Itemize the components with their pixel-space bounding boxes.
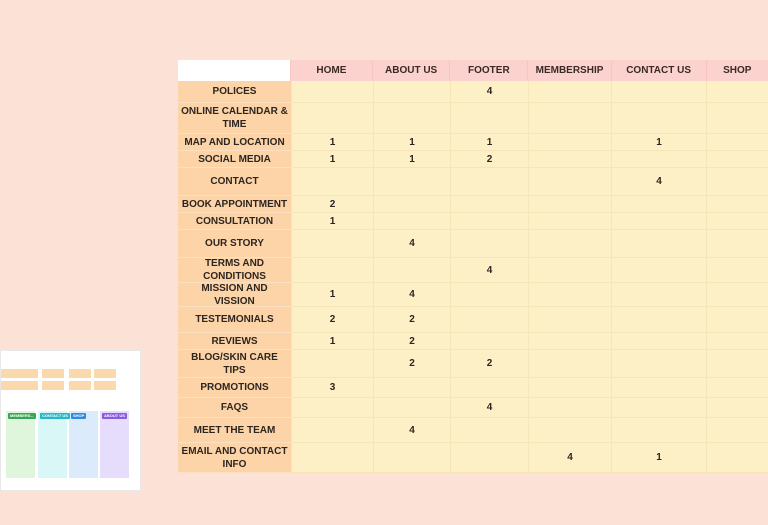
value-cell[interactable]: 2 xyxy=(373,350,450,378)
thumbnail-sticky-note xyxy=(16,381,38,390)
value-cell[interactable] xyxy=(291,81,373,103)
value-cell[interactable] xyxy=(706,283,768,307)
column-header-membership: MEMBERSHIP xyxy=(527,60,610,81)
value-cell[interactable]: 1 xyxy=(291,283,373,307)
thumbnail-lane-tag: MEMBERS... xyxy=(10,413,34,418)
value-cell[interactable] xyxy=(450,307,528,333)
value-cell[interactable]: 2 xyxy=(373,307,450,333)
header-row xyxy=(178,60,768,81)
value-cell[interactable] xyxy=(291,418,373,443)
table-row xyxy=(178,333,768,350)
value-cell[interactable] xyxy=(706,134,768,151)
value-cell[interactable] xyxy=(373,443,450,473)
thumbnail-sticky-note xyxy=(0,381,16,390)
row-label-cell: CONTACT xyxy=(178,168,291,196)
value-cell[interactable] xyxy=(450,196,528,213)
value-cell[interactable] xyxy=(291,350,373,378)
value-cell[interactable] xyxy=(528,103,611,134)
column-header-contact-us: CONTACT US xyxy=(611,60,706,81)
value-cell[interactable] xyxy=(528,333,611,350)
value-cell[interactable]: 1 xyxy=(373,151,450,168)
table-row xyxy=(178,418,768,443)
value-cell[interactable]: 4 xyxy=(450,398,528,418)
row-label-cell: MISSION AND VISSION xyxy=(178,283,291,307)
thumbnail-sticky-note xyxy=(69,369,91,378)
thumbnail-sticky-note xyxy=(16,369,38,378)
thumbnail-lane xyxy=(38,411,67,478)
value-cell[interactable] xyxy=(373,196,450,213)
value-cell[interactable] xyxy=(611,81,706,103)
value-cell[interactable] xyxy=(528,196,611,213)
column-header-shop: SHOP xyxy=(706,60,768,81)
value-cell[interactable] xyxy=(450,213,528,230)
thumbnail-sticky-note xyxy=(94,369,116,378)
value-cell[interactable] xyxy=(611,378,706,398)
value-cell[interactable] xyxy=(706,350,768,378)
value-cell[interactable]: 1 xyxy=(291,333,373,350)
value-cell[interactable]: 1 xyxy=(373,134,450,151)
value-cell[interactable] xyxy=(373,398,450,418)
value-cell[interactable]: 2 xyxy=(450,151,528,168)
value-cell[interactable] xyxy=(450,168,528,196)
value-cell[interactable] xyxy=(528,81,611,103)
column-header-about-us: ABOUT US xyxy=(372,60,449,81)
value-cell[interactable] xyxy=(291,443,373,473)
value-cell[interactable] xyxy=(528,168,611,196)
thumbnail-sticky-note xyxy=(94,381,116,390)
value-cell[interactable] xyxy=(528,350,611,378)
table-row xyxy=(178,307,768,333)
value-cell[interactable] xyxy=(706,418,768,443)
table-row xyxy=(178,283,768,307)
row-label-cell: PROMOTIONS xyxy=(178,378,291,398)
value-cell[interactable] xyxy=(373,168,450,196)
table-row xyxy=(178,151,768,168)
value-cell[interactable] xyxy=(706,443,768,473)
value-cell[interactable] xyxy=(528,258,611,283)
table-body xyxy=(178,81,768,473)
value-cell[interactable] xyxy=(706,230,768,258)
value-cell[interactable]: 1 xyxy=(450,134,528,151)
value-cell[interactable]: 2 xyxy=(291,196,373,213)
value-cell[interactable] xyxy=(611,213,706,230)
row-label-cell: POLICES xyxy=(178,81,291,103)
value-cell[interactable]: 1 xyxy=(291,134,373,151)
value-cell[interactable] xyxy=(373,213,450,230)
row-label-cell: BLOG/SKIN CARE TIPS xyxy=(178,350,291,378)
value-cell[interactable] xyxy=(611,230,706,258)
value-cell[interactable] xyxy=(291,168,373,196)
value-cell[interactable] xyxy=(291,103,373,134)
value-cell[interactable]: 4 xyxy=(611,168,706,196)
row-label-cell: OUR STORY xyxy=(178,230,291,258)
value-cell[interactable] xyxy=(611,103,706,134)
value-cell[interactable] xyxy=(528,151,611,168)
value-cell[interactable] xyxy=(611,418,706,443)
value-cell[interactable] xyxy=(450,103,528,134)
value-cell[interactable] xyxy=(611,283,706,307)
value-cell[interactable] xyxy=(611,307,706,333)
thumbnail-lane-tag: CONTACT US xyxy=(42,413,68,418)
value-cell[interactable] xyxy=(706,258,768,283)
table-row xyxy=(178,350,768,378)
row-label-cell: EMAIL AND CONTACT INFO xyxy=(178,443,291,473)
value-cell[interactable] xyxy=(450,283,528,307)
value-cell[interactable] xyxy=(611,258,706,283)
value-cell[interactable]: 1 xyxy=(291,213,373,230)
thumbnail-sticky-note xyxy=(69,381,91,390)
table-row xyxy=(178,196,768,213)
value-cell[interactable] xyxy=(611,196,706,213)
value-cell[interactable]: 2 xyxy=(450,350,528,378)
value-cell[interactable] xyxy=(528,213,611,230)
value-cell[interactable] xyxy=(373,258,450,283)
table-row xyxy=(178,213,768,230)
value-cell[interactable] xyxy=(706,81,768,103)
table-row xyxy=(178,378,768,398)
value-cell[interactable]: 4 xyxy=(373,418,450,443)
value-cell[interactable] xyxy=(450,443,528,473)
sitemap-matrix-table xyxy=(178,60,768,473)
value-cell[interactable]: 4 xyxy=(450,258,528,283)
value-cell[interactable] xyxy=(611,350,706,378)
thumbnail-lane-tag: ABOUT US xyxy=(104,413,125,418)
thumbnail-sticky-note xyxy=(42,381,64,390)
row-label-cell: TESTEMONIALS xyxy=(178,307,291,333)
value-cell[interactable]: 1 xyxy=(291,151,373,168)
table-row xyxy=(178,398,768,418)
header-corner-cell xyxy=(178,60,290,81)
value-cell[interactable]: 4 xyxy=(450,81,528,103)
value-cell[interactable] xyxy=(706,196,768,213)
value-cell[interactable] xyxy=(611,333,706,350)
value-cell[interactable] xyxy=(450,333,528,350)
row-label-cell: SOCIAL MEDIA xyxy=(178,151,291,168)
thumbnail-lane xyxy=(100,411,129,478)
value-cell[interactable]: 4 xyxy=(373,230,450,258)
value-cell[interactable] xyxy=(373,103,450,134)
row-label-cell: BOOK APPOINTMENT xyxy=(178,196,291,213)
board-thumbnail-preview[interactable] xyxy=(0,350,141,491)
value-cell[interactable]: 1 xyxy=(611,443,706,473)
row-label-cell: MEET THE TEAM xyxy=(178,418,291,443)
row-label-cell: ONLINE CALENDAR & TIME xyxy=(178,103,291,134)
value-cell[interactable] xyxy=(291,230,373,258)
value-cell[interactable] xyxy=(706,398,768,418)
value-cell[interactable] xyxy=(528,378,611,398)
value-cell[interactable]: 4 xyxy=(528,443,611,473)
value-cell[interactable] xyxy=(528,283,611,307)
value-cell[interactable] xyxy=(706,168,768,196)
value-cell[interactable] xyxy=(528,418,611,443)
value-cell[interactable] xyxy=(528,307,611,333)
value-cell[interactable] xyxy=(706,213,768,230)
value-cell[interactable] xyxy=(611,398,706,418)
value-cell[interactable] xyxy=(706,333,768,350)
value-cell[interactable] xyxy=(706,307,768,333)
value-cell[interactable] xyxy=(611,151,706,168)
value-cell[interactable] xyxy=(528,398,611,418)
value-cell[interactable] xyxy=(291,398,373,418)
row-label-cell: TERMS AND CONDITIONS xyxy=(178,258,291,283)
value-cell[interactable] xyxy=(450,230,528,258)
row-label-cell: REVIEWS xyxy=(178,333,291,350)
table-row xyxy=(178,230,768,258)
value-cell[interactable] xyxy=(450,378,528,398)
thumbnail-lane-tag: SHOP xyxy=(73,413,85,418)
value-cell[interactable] xyxy=(706,378,768,398)
value-cell[interactable] xyxy=(706,103,768,134)
thumbnail-sticky-note xyxy=(0,369,16,378)
column-header-footer: FOOTER xyxy=(449,60,527,81)
table-row xyxy=(178,443,768,473)
value-cell[interactable]: 1 xyxy=(611,134,706,151)
thumbnail-lane xyxy=(6,411,35,478)
value-cell[interactable] xyxy=(528,230,611,258)
value-cell[interactable]: 4 xyxy=(373,283,450,307)
row-label-cell: MAP AND LOCATION xyxy=(178,134,291,151)
value-cell[interactable] xyxy=(291,258,373,283)
thumbnail-sticky-note xyxy=(42,369,64,378)
value-cell[interactable] xyxy=(450,418,528,443)
value-cell[interactable]: 2 xyxy=(373,333,450,350)
table-row xyxy=(178,258,768,283)
row-label-cell: CONSULTATION xyxy=(178,213,291,230)
table-row xyxy=(178,103,768,134)
column-header-home: HOME xyxy=(290,60,372,81)
value-cell[interactable]: 2 xyxy=(291,307,373,333)
table-row xyxy=(178,134,768,151)
value-cell[interactable] xyxy=(373,378,450,398)
table-row xyxy=(178,168,768,196)
row-label-cell: FAQS xyxy=(178,398,291,418)
table-row xyxy=(178,81,768,103)
value-cell[interactable] xyxy=(373,81,450,103)
value-cell[interactable]: 3 xyxy=(291,378,373,398)
value-cell[interactable] xyxy=(706,151,768,168)
value-cell[interactable] xyxy=(528,134,611,151)
thumbnail-lane xyxy=(69,411,98,478)
